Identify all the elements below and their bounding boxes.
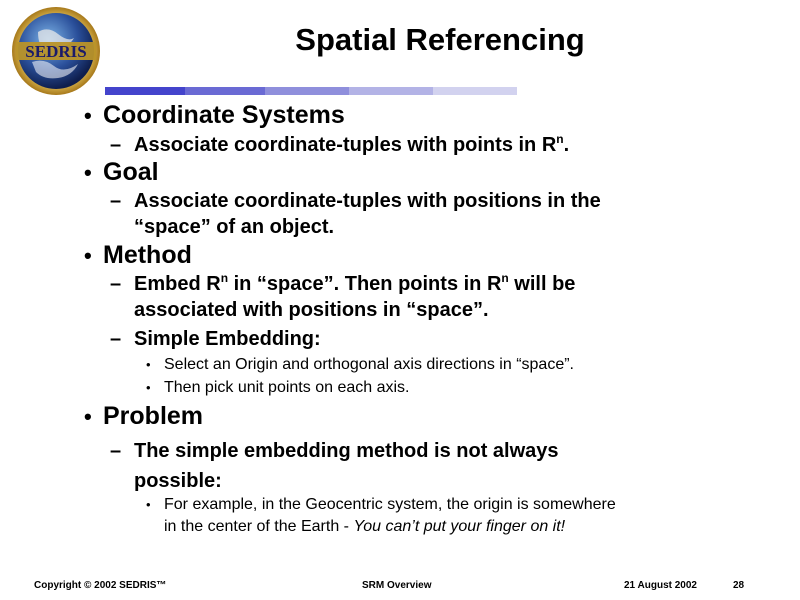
sub-bullet-text-line2: associated with positions in “space”.: [134, 299, 489, 321]
dash-glyph: –: [110, 190, 122, 212]
sub-sub-bullet: [146, 377, 409, 399]
bullet-label: Method: [103, 241, 192, 269]
sub-bullet: [110, 132, 569, 158]
sub-bullet: [110, 271, 575, 323]
bullet-glyph: •: [84, 243, 92, 268]
small-bullet-glyph: •: [146, 497, 151, 512]
footer-copyright: Copyright © 2002 SEDRIS™: [34, 580, 167, 591]
sub-bullet-text-line2: “space” of an object.: [134, 216, 335, 238]
sub-bullet-text-line1: The simple embedding method is not always: [134, 440, 559, 462]
dash-glyph: –: [110, 328, 122, 350]
footer-title: SRM Overview: [362, 580, 432, 591]
sub-sub-bullet: [146, 494, 616, 538]
sub-bullet-text: Simple Embedding:: [134, 328, 321, 350]
footer-page-number: 28: [733, 580, 745, 591]
emphasis-text: You can’t put your finger on it!: [353, 518, 566, 535]
sub-bullet-text-line1: Associate coordinate-tuples with positions in the: [134, 190, 601, 212]
small-bullet-glyph: •: [146, 357, 151, 372]
bullet-method: [84, 241, 192, 270]
bullet-label: Goal: [103, 158, 159, 186]
sub-bullet-text-line1: Embed $R^n$ in “space”. Then points in $R^n$ will be: [134, 271, 576, 295]
sub-sub-bullet-text-line1: For example, in the Geocentric system, the origin is somewhere: [164, 496, 616, 513]
sub-sub-bullet-text: Then pick unit points on each axis.: [164, 379, 410, 396]
dash-glyph: –: [110, 440, 122, 462]
logo-text: SEDRIS: [25, 42, 87, 61]
bullet-glyph: •: [84, 160, 92, 185]
sub-sub-bullet-text-line2: in the center of the Earth - You can’t put your finger on it!: [164, 518, 566, 535]
sub-bullet: [110, 436, 559, 496]
bullet-label: Problem: [103, 402, 204, 430]
bullet-label: Coordinate Systems: [103, 101, 345, 129]
dash-glyph: –: [110, 273, 122, 295]
bullet-goal: [84, 158, 159, 187]
slide-title: Spatial Referencing: [295, 22, 585, 57]
sub-bullet-text: Associate coordinate-tuples with points in $R^n$.: [134, 132, 570, 156]
bullet-glyph: •: [84, 404, 92, 429]
sub-bullet-simple-embedding: [110, 326, 321, 352]
sub-sub-bullet-text: Select an Origin and orthogonal axis directions in “space”.: [164, 356, 574, 373]
bullet-coordinate-systems: [84, 101, 345, 130]
sub-bullet-text-line2: possible:: [134, 470, 222, 492]
sub-bullet: [110, 188, 601, 240]
dash-glyph: –: [110, 134, 122, 156]
sub-sub-bullet: [146, 354, 574, 376]
bullet-glyph: •: [84, 103, 92, 128]
bullet-problem: [84, 402, 203, 431]
footer-date: 21 August 2002: [624, 580, 697, 591]
small-bullet-glyph: •: [146, 380, 151, 395]
